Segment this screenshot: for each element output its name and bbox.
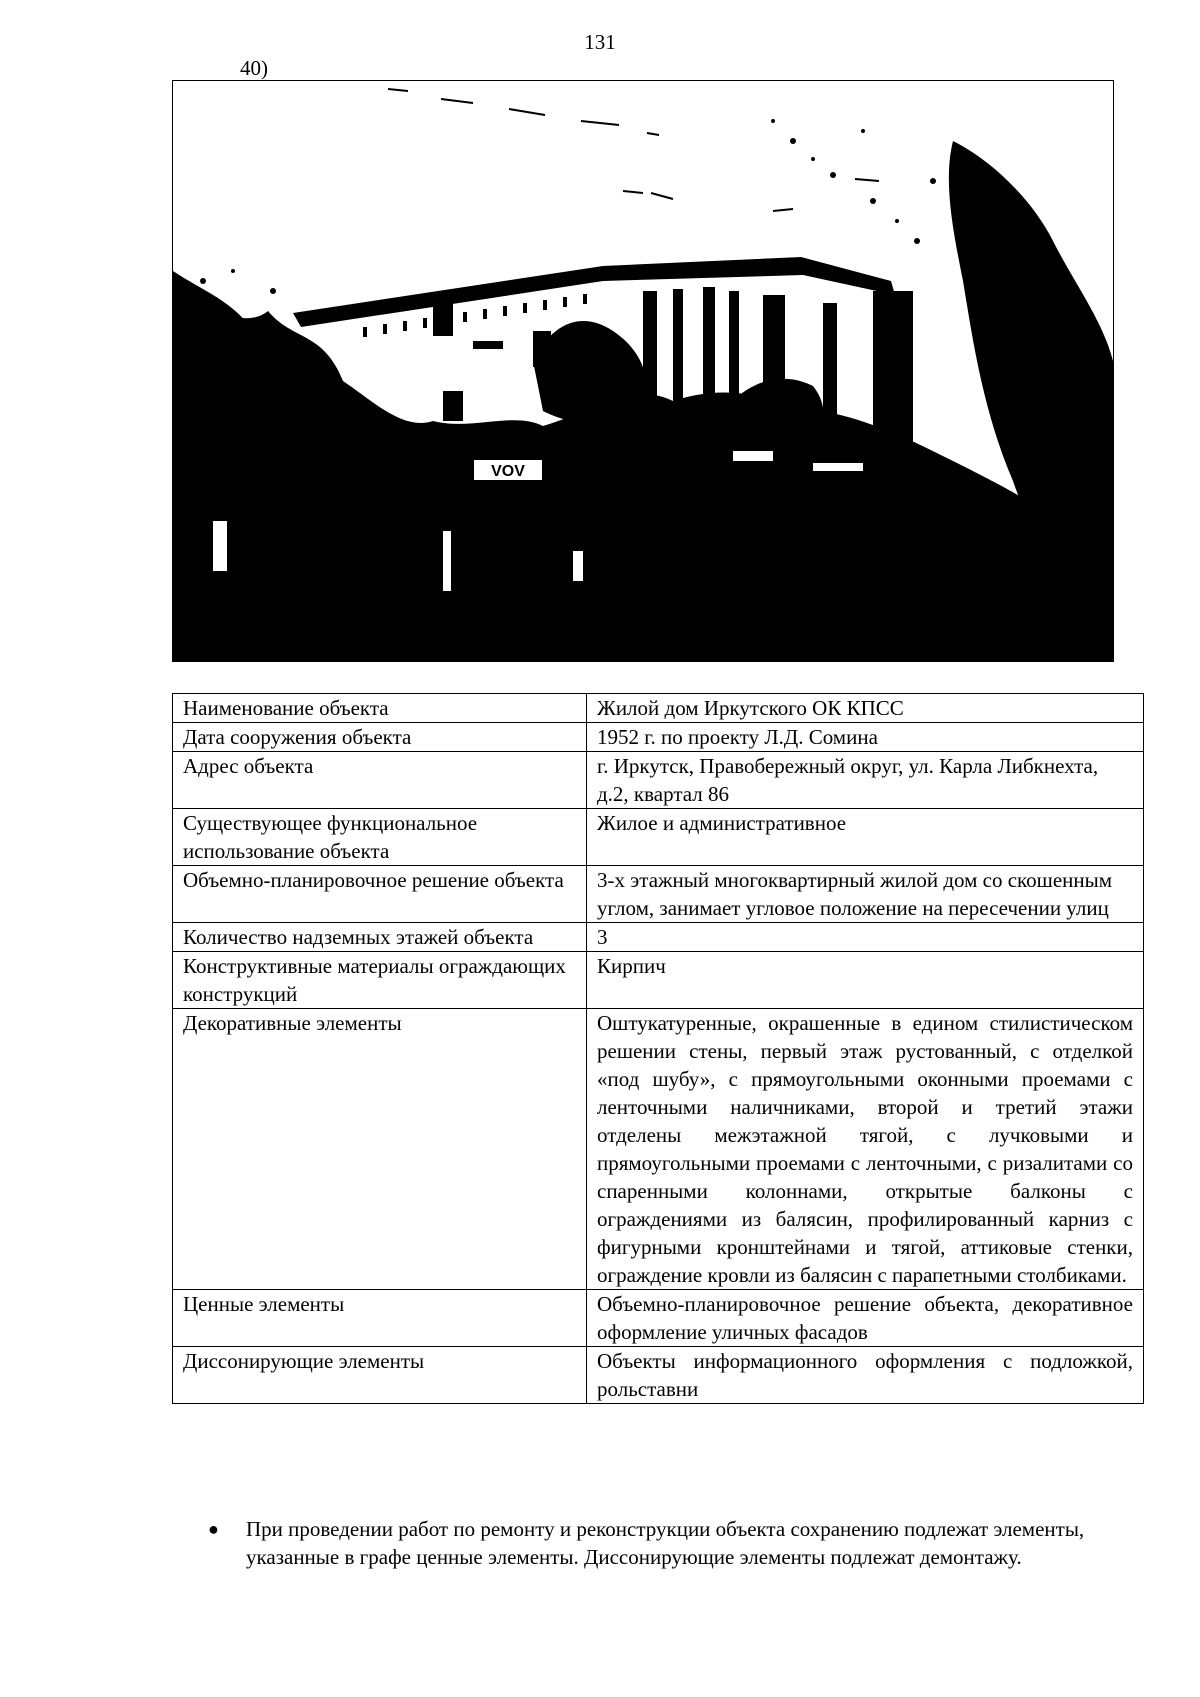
bullet-icon: ● [208, 1519, 219, 1539]
table-row [173, 866, 1144, 923]
row-value: г. Иркутск, Правобережный округ, ул. Карла Либкнехта, д.2, квартал 86 [587, 752, 1144, 809]
table-row [173, 723, 1144, 752]
row-label: Количество надземных этажей объекта [173, 923, 587, 952]
row-value: Жилой дом Иркутского ОК КПСС [587, 694, 1144, 723]
row-label: Наименование объекта [173, 694, 587, 723]
item-number: 40) [240, 56, 268, 80]
row-value: 1952 г. по проекту Л.Д. Сомина [587, 723, 1144, 752]
table-row [173, 1009, 1144, 1290]
row-label: Декоративные элементы [173, 1009, 587, 1290]
building-photo [172, 80, 1114, 662]
row-label: Адрес объекта [173, 752, 587, 809]
row-value: Жилое и административное [587, 809, 1144, 866]
table-row [173, 809, 1144, 866]
table-row [173, 694, 1144, 723]
row-value: Объемно-планировочное решение объекта, декоративное оформление уличных фасадов [587, 1290, 1144, 1347]
row-value: Оштукатуренные, окрашенные в едином стилистическом решении стены, первый этаж рустованный, с отделкой «под шубу», с прямоугольными оконными проемами с ленточными наличниками, второй и третий этажи отделены межэтажной тягой, с лучковыми и прямоугольными проемами с ленточными, с ризалитами со спаренными колоннами, открытые балконы с ограждениями из балясин, профилированный карниз с фигурными кронштейнами и тягой, аттиковые стенки, ограждение кровли из балясин с парапетными столбиками. [587, 1009, 1144, 1290]
row-label: Ценные элементы [173, 1290, 587, 1347]
table-row [173, 1347, 1144, 1404]
shop-sign-text: VOV [491, 463, 525, 480]
row-value: 3 [587, 923, 1144, 952]
page-number: 131 [584, 30, 616, 54]
object-info-table [172, 693, 1144, 1404]
row-label: Дата сооружения объекта [173, 723, 587, 752]
table-row [173, 952, 1144, 1009]
row-label: Объемно-планировочное решение объекта [173, 866, 587, 923]
note-text: При проведении работ по ремонту и реконструкции объекта сохранению подлежат элементы, указанные в графе ценные элементы. Диссонирующие элементы подлежат демонтажу. [246, 1517, 1085, 1569]
row-label: Существующее функциональное использование объекта [173, 809, 587, 866]
row-value: Кирпич [587, 952, 1144, 1009]
table-row [173, 923, 1144, 952]
row-value: Объекты информационного оформления с подложкой, рольставни [587, 1347, 1144, 1404]
row-value: 3-х этажный многоквартирный жилой дом со скошенным углом, занимает угловое положение на пересечении улиц [587, 866, 1144, 923]
row-label: Конструктивные материалы ограждающих конструкций [173, 952, 587, 1009]
preservation-note [208, 1515, 1138, 1571]
table-row [173, 752, 1144, 809]
table-row [173, 1290, 1144, 1347]
row-label: Диссонирующие элементы [173, 1347, 587, 1404]
